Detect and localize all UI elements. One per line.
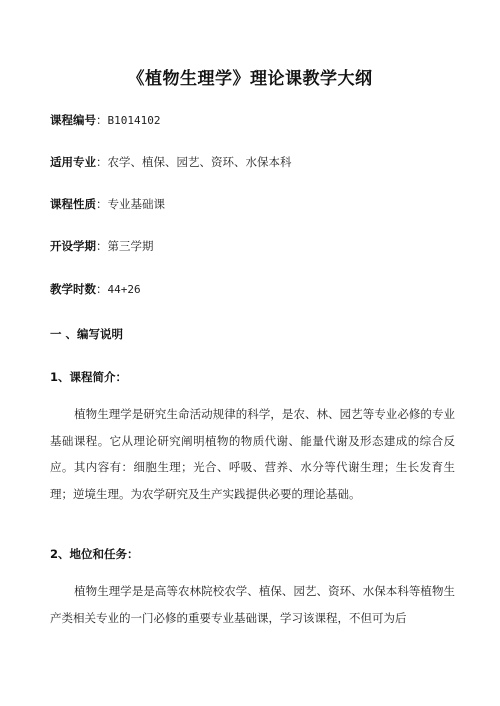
status-and-tasks-paragraph: 植物生理学是是高等农林院校农学、植保、园艺、资环、水保本科等植物生产类相关专业的一门必修的重要专业基础课，学习该课程，不但可为后 [50,584,455,625]
course-nature-separator: ： [96,197,108,211]
teaching-hours-label: 教学时数 [50,282,96,296]
course-intro-paragraph: 植物生理学是研究生命活动规律的科学，是农、林、园艺等专业必修的专业基础课程。它从理论研究阐明植物的物质代谢、能量代谢及形态建成的综合反应。其内容有：细胞生理；光合、呼吸、营养、水分等代谢生理；生长发育生理；逆境生理。为农学研究及生产实践提供必要的理论基础。 [50,407,455,501]
applicable-majors-label: 适用专业 [50,155,96,169]
course-code-value: B1014102 [107,114,161,127]
subsection-heading-course-intro: 1、课程简介： [50,370,128,384]
course-nature-value: 专业基础课 [107,197,165,211]
section-heading-writing-notes: 一 、编写说明 [50,327,124,341]
applicable-majors-value: 农学、植保、园艺、资环、水保本科 [107,155,292,169]
semester-field [50,238,154,254]
semester-value: 第三学期 [107,239,154,253]
teaching-hours-value: 44+26 [107,283,141,296]
document-title: 《植物生理学》理论课教学大纲 [127,69,373,89]
subsection-heading-status-and-tasks: 2、地位和任务： [50,547,139,561]
course-code-field [50,112,160,128]
applicable-majors-separator: ： [96,155,108,169]
semester-label: 开设学期 [50,239,96,253]
teaching-hours-separator: ： [96,282,108,296]
semester-separator: ： [96,239,108,253]
course-nature-field [50,196,165,212]
applicable-majors-field [50,154,292,170]
course-nature-label: 课程性质 [50,197,96,211]
teaching-hours-field [50,281,141,297]
course-code-label: 课程编号 [50,113,96,127]
course-code-separator: ： [96,113,108,127]
